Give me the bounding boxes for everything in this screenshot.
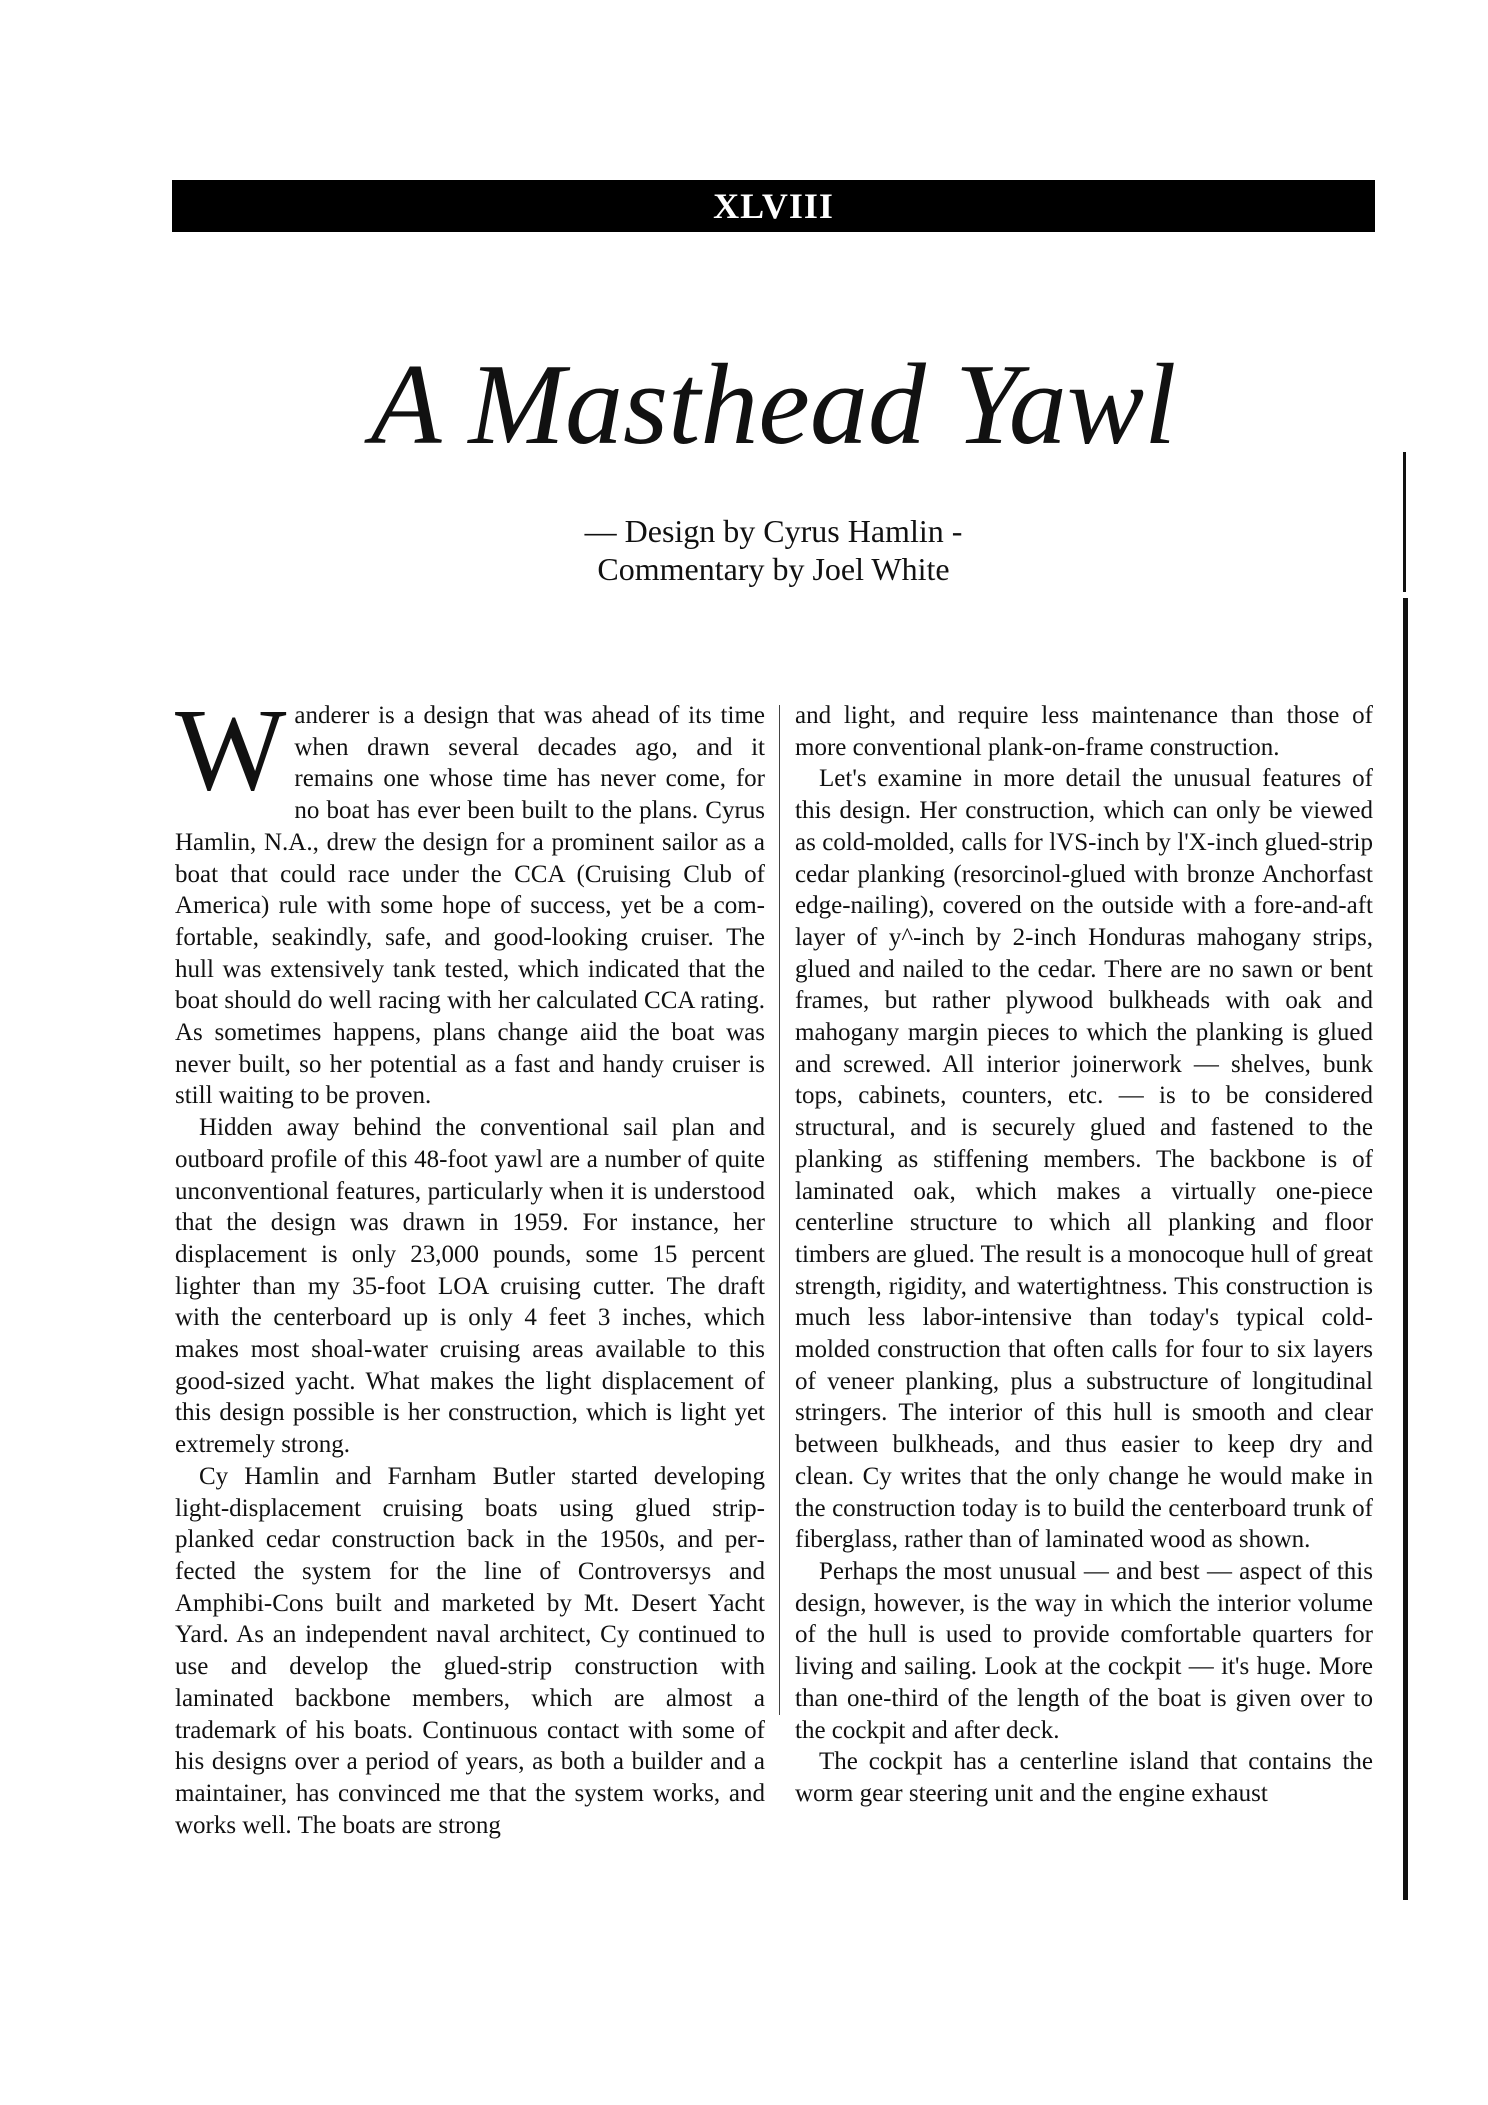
paragraph-text: anderer is a design that was ahead of its time when drawn several decades ago, and it remains one whose time has never come, for no boat has ever been built to the plans. Cyrus Hamlin, N.A., drew the design for a prominent sailor as a boat that could race under the CCA (Cruising Club of America) rule with some hope of success, yet be a comfortable, seakindly, safe, and good-looking cruiser. The hull was extensively tank tested, which indicated that the boat should do well racing with her calculated CCA rating. As sometimes happens, plans change aiid the boat was never built, so her potential as a fast and handy cruiser is still waiting to be proven.	[175, 702, 765, 1110]
article-paragraph: Hidden away behind the conventional sail plan and outboard profile of this 48-foot yawl are a number of quite unconventional features, particularly when it is understood that the design was drawn in 1959. For instance, her displacement is only 23,000 pounds, some 15 percent lighter than my 35-foot LOA cruising cutter. The draft with the centerboard up is only 4 feet 3 inches, which makes most shoal-water cruising areas available to this good-sized yacht. What makes the light displacement of this design possible is her construction, which is light yet extremely strong.	[175, 1114, 765, 1459]
article-column-right	[795, 700, 1373, 1810]
article-paragraph: and light, and require less maintenance than those of more conventional plank-on-frame construction.	[795, 702, 1373, 761]
article-paragraph: Let's examine in more detail the unusual features of this design. Her construction, which can only be viewed as cold-molded, calls for lVS-inch by l'X-inch glued-strip cedar planking (resorcinol-glued with bronze Anchorfast edge-nailing), covered on the outside with a fore-and-aft layer of y^-inch by 2-inch Honduras mahogany strips, glued and nailed to the cedar. There are no sawn or bent frames, but rather plywood bulkheads with oak and mahogany margin pieces to which the planking is glued and screwed. All interior joinerwork — shelves, bunk tops, cabinets, counters, etc. — is to be considered structural, and is securely glued and fastened to the planking as stiffening members. The backbone is of laminated oak, which makes a virtually one-piece centerline structure to which all planking and floor timbers are glued. The result is a monocoque hull of great strength, rigidity, and watertightness. This construction is much less labor-intensive than today's typical cold-molded construction that often calls for four to six layers of veneer planking, plus a substructure of longitudinal stringers. The interior of this hull is smooth and clear between bulkheads, and thus easier to keep dry and clean. Cy writes that the only change he would make in the construction today is to build the centerboard trunk of fiberglass, rather than of laminated wood as shown.	[795, 765, 1373, 1554]
chapter-number: XLVIII	[713, 186, 834, 226]
article-paragraph: Cy Hamlin and Farnham Butler started developing light-displacement cruising boats using glued strip-planked cedar construction back in the 1950s, and perfected the system for the line of Controversys and Amphibi-Cons built and marketed by Mt. Desert Yacht Yard. As an independent naval architect, Cy continued to use and develop the glued-strip construction with laminated backbone members, which are almost a trademark of his boats. Continuous contact with some of his designs over a period of years, as both a builder and a maintainer, has convinced me that the system works, and works well. The boats are strong	[175, 1462, 765, 1839]
byline-designer: — Design by Cyrus Hamlin -	[584, 513, 963, 549]
article-paragraph: The cockpit has a centerline island that contains the worm gear steering unit and the engine exhaust	[795, 1748, 1373, 1807]
article-paragraph	[175, 684, 765, 1112]
drop-cap: W	[175, 684, 287, 815]
byline-commentator: Commentary by Joel White	[597, 551, 950, 587]
margin-rule-bottom	[1403, 598, 1408, 1900]
column-divider	[779, 705, 780, 1715]
chapter-number-bar	[172, 180, 1375, 232]
article-paragraph: Perhaps the most unusual — and best — aspect of this design, however, is the way in which the interior volume of the hull is used to provide comfortable quarters for living and sailing. Look at the cockpit — it's huge. More than one-third of the length of the boat is given over to the cockpit and after deck.	[795, 1557, 1373, 1744]
margin-rule-top	[1403, 452, 1406, 592]
article-title: A Masthead Yawl	[370, 341, 1177, 469]
article-column-left	[175, 684, 765, 1841]
byline	[172, 512, 1375, 588]
